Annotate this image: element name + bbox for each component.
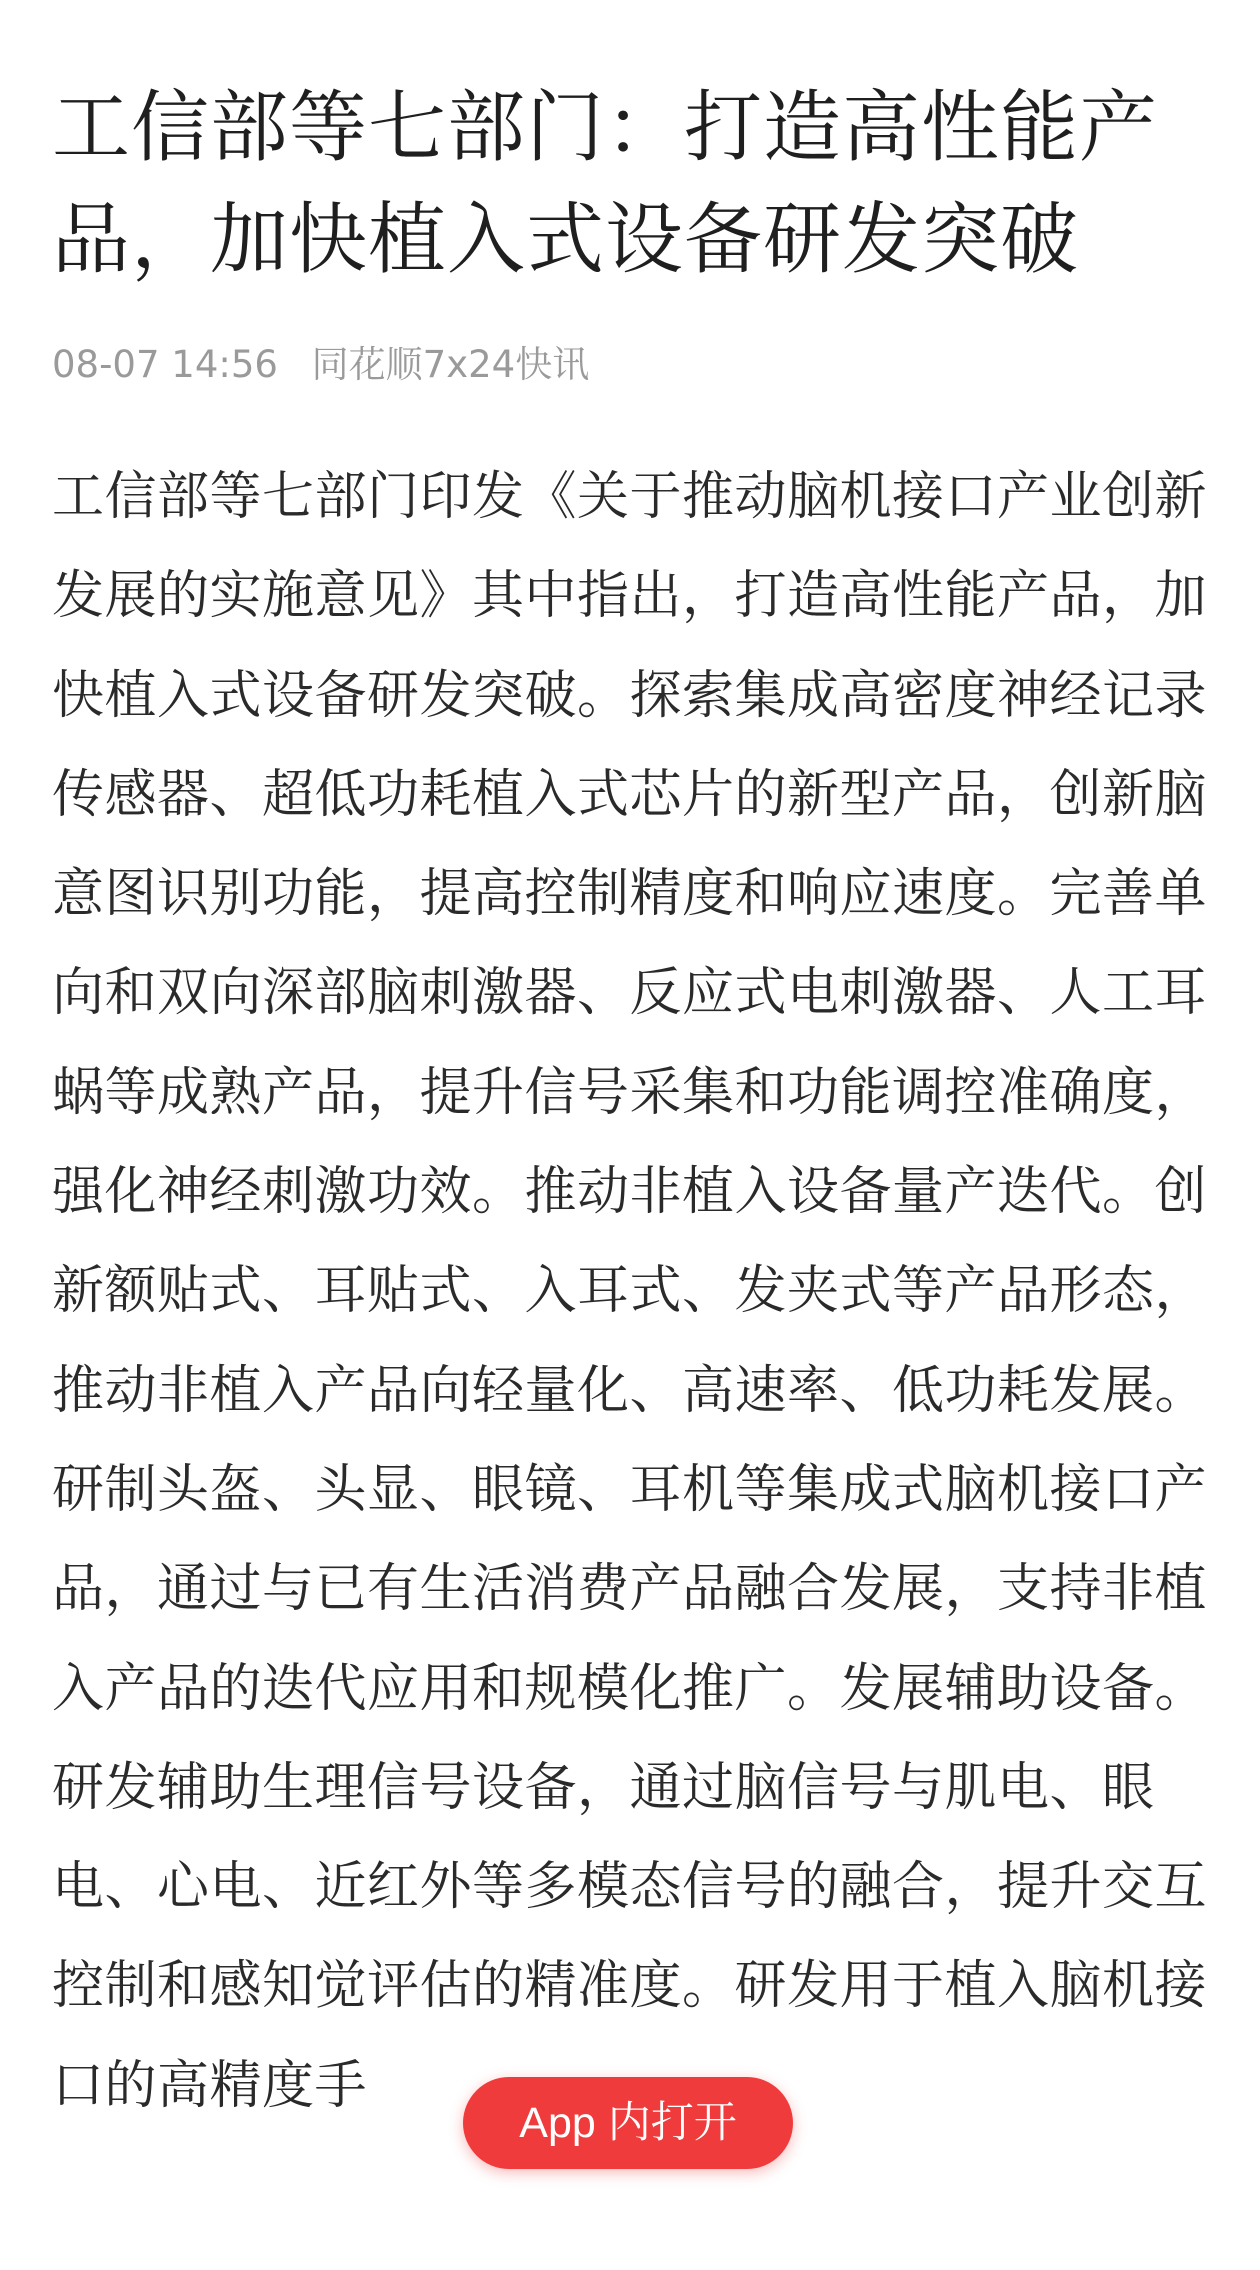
open-in-app-button[interactable]: App 内打开 xyxy=(463,2077,793,2169)
article-meta xyxy=(52,340,1208,390)
article-title: 工信部等七部门：打造高性能产品，加快植入式设备研发突破 xyxy=(52,83,1159,285)
article-body: 工信部等七部门印发《关于推动脑机接口产业创新发展的实施意见》其中指出，打造高性能产品，加快植入式设备研发突破。探索集成高密度神经记录传感器、超低功耗植入式芯片的新型产品，创新脑意图识别功能，提高控制精度和响应速度。完善单向和双向深部脑刺激器、反应式电刺激器、人工耳蜗等成熟产品，提升信号采集和功能调控准确度，强化神经刺激功效。推动非植入设备量产迭代。创新额贴式、耳贴式、入耳式、发夹式等产品形态，推动非植入产品向轻量化、高速率、低功耗发展。研制头盔、头显、眼镜、耳机等集成式脑机接口产品，通过与已有生活消费产品融合发展，支持非植入产品的迭代应用和规模化推广。发展辅助设备。研发辅助生理信号设备，通过脑信号与肌电、眼电、心电、近红外等多模态信号的融合，提升交互控制和感知觉评估的精准度。研发用于植入脑机接口的高精度手 xyxy=(52,467,1208,2116)
article-source: 同花顺7x24快讯 xyxy=(311,343,590,386)
publish-time: 08-07 14:56 xyxy=(52,343,278,386)
